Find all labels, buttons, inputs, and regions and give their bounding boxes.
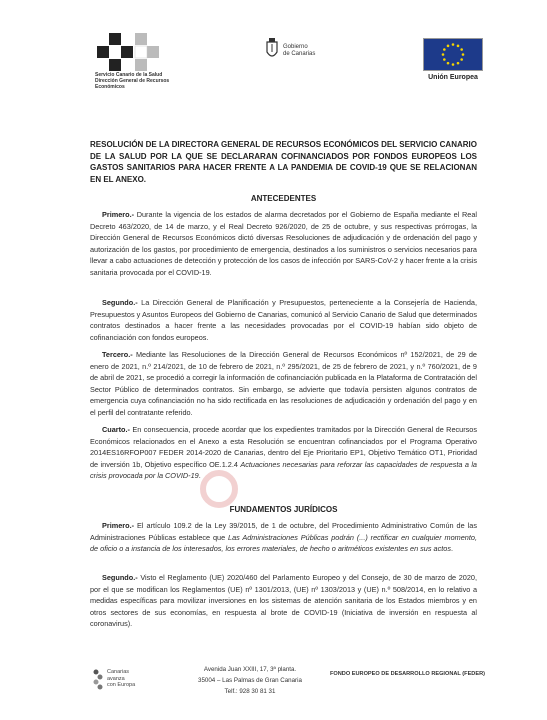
eu-star bbox=[447, 45, 450, 48]
eu-flag-icon bbox=[423, 38, 483, 71]
antecedente-primero bbox=[90, 209, 477, 279]
eu-star bbox=[460, 58, 463, 61]
antecedente-cuarto bbox=[90, 424, 477, 482]
coat-of-arms-icon bbox=[263, 38, 281, 62]
fundamento-segundo-label: Segundo.- bbox=[102, 573, 138, 582]
fundamento-primero-text: El artículo 109.2 de la Ley 39/2015, de 1 de octubre, del Procedimiento Administrativo Común de las Administraciones Públicas establece que bbox=[90, 521, 477, 542]
address-line-3: Telf.: 928 30 81 31 bbox=[224, 688, 276, 695]
eu-star bbox=[462, 53, 465, 56]
segundo-label: Segundo.- bbox=[102, 298, 138, 307]
antecedente-segundo bbox=[90, 297, 477, 343]
fundamento-primero-italic: Las Administraciones Públicas podrán (...) rectificar en cualquier momento, de oficio o a instancia de los interesados, los errores materiales, de hecho o aritméticos existentes en sus actos bbox=[90, 532, 477, 554]
scs-name bbox=[95, 72, 205, 90]
eu-star bbox=[457, 45, 460, 48]
eu-star bbox=[457, 62, 460, 65]
cuarto-end: . bbox=[198, 471, 201, 481]
tercero-label: Tercero.- bbox=[102, 350, 133, 359]
antecedente-tercero bbox=[90, 349, 477, 419]
eu-star bbox=[447, 62, 450, 65]
segundo-text: La Dirección General de Planificación y Presupuestos, perteneciente a la Consejería de Hacienda, Presupuestos y Asuntos Europeos del Gobierno de Canarias, comunicó al Servicio Canario de Salud que determinados contratos destinados a hacer frente a las necesidades provocadas por el COVID-19 habían sido objeto de cofinanciación con fondos europeos. bbox=[90, 298, 477, 342]
scs-line-2: Dirección General de Recursos bbox=[95, 78, 170, 84]
fundamento-primero bbox=[90, 520, 477, 555]
primero-text: Durante la vigencia de los estados de alarma decretados por el Gobierno de España mediante el Real Decreto 463/2020, de 14 de marzo, y el Real Decreto 926/2020, de 25 de octubre, y sus respectivas prórrogas, la Dirección General de Recursos Económicos dictó diversas Resoluciones de adjudicación y de ordenación del pago y autorización de los gastos, por procedimiento de emergencia, destinados a los suministros o servicios necesarios para llevar a cabo actuaciones de detección y protección de los casos de infección por SARS-CoV-2 y hacer frente a la crisis sanitaria provocada por el COVID-19. bbox=[90, 210, 477, 277]
tercero-text: Mediante las Resoluciones de la Dirección General de Recursos Económicos nº 152/2021, de 29 de enero de 2021, n.º 214/2021, de 10 de febrero de 2021, n.º 295/2021, de 25 de febrero de 2021, y n.º 760/2021, de 9 de abril de 2021, se procedió a corregir la información de cofinanciación publicada en la Plataforma de Contratación del Sector Público de determinados contratos. Sin embargo, se advierte que todavía persisten algunos contratos de emergencia cuya cofinanciación no ha sido rectificada en las resoluciones de adjudicación y ordenación del pago y en el perfil del contratante referido. bbox=[90, 350, 477, 417]
fundamento-segundo bbox=[90, 572, 477, 630]
eu-star bbox=[452, 63, 455, 66]
address-line-2: 35004 – Las Palmas de Gran Canaria bbox=[198, 677, 302, 684]
canarias-avanza-text bbox=[107, 669, 135, 689]
scs-line-1: Servicio Canario de la Salud bbox=[95, 72, 163, 78]
address-line-1: Avenida Juan XXIII, 17, 3ª planta. bbox=[203, 666, 297, 673]
antecedentes-heading: ANTECEDENTES bbox=[250, 194, 317, 203]
eu-star bbox=[452, 43, 455, 46]
footer-address bbox=[180, 664, 320, 697]
fundamento-primero-end: . bbox=[450, 544, 454, 554]
logo-line-2: avanza bbox=[107, 675, 125, 682]
eu-star bbox=[442, 53, 445, 56]
canarias-avanza-logo bbox=[91, 667, 105, 695]
scs-line-3: Económicos bbox=[95, 84, 125, 90]
watermark-stamp-icon bbox=[200, 470, 238, 508]
footer-feder: FONDO EUROPEO DE DESARROLLO REGIONAL (FEDER) bbox=[330, 671, 485, 677]
eu-star bbox=[443, 58, 446, 61]
logo-line-3: con Europa bbox=[107, 682, 136, 688]
cuarto-text: En consecuencia, procede acordar que los expedientes tramitados por la Dirección General de Recursos Económicos relacionados en el Anexo a esta Resolución se encuentran cofinanciados por el Programa Operativo 2014ES16RFOP007 FEDER 2014-2020 de Canarias, dentro del Eje Prioritario EP1, Objetivo Temático OT1, Prioridad de inversión 1b, Objetivo específico OE.1.2.4 bbox=[90, 425, 477, 469]
gobierno-line-1: Gobierno bbox=[283, 44, 308, 50]
gobierno-line-2: de Canarias bbox=[283, 51, 316, 57]
gobierno-canarias-name bbox=[283, 44, 315, 58]
primero-label: Primero.- bbox=[102, 210, 135, 219]
eu-star bbox=[460, 48, 463, 51]
fundamento-segundo-text: Visto el Reglamento (UE) 2020/460 del Parlamento Europeo y del Consejo, de 30 de marzo de 2020, por el que se modifican los Reglamentos (UE) nº 1301/2013, (UE) nº 1303/2013 y (UE) n.º 508/2014, en lo relativo a medidas específicas para movilizar inversiones en los sistemas de atención sanitaria de los Estados miembros y en otros sectores de sus economías, en respuesta al brote de COVID-19 (Iniciativa de inversión en respuesta al coronavirus). bbox=[90, 573, 477, 629]
cuarto-italic: Actuaciones necesarias para reforzar las capacidades de respuesta a la crisis provocada por la COVID-19 bbox=[90, 459, 477, 481]
logo-line-1: Canarias bbox=[107, 669, 130, 675]
scs-logo bbox=[95, 33, 165, 73]
cuarto-label: Cuarto.- bbox=[102, 425, 130, 434]
document-title: RESOLUCIÓN DE LA DIRECTORA GENERAL DE RECURSOS ECONÓMICOS DEL SERVICIO CANARIO DE LA SALUD POR LA QUE SE DECLARARAN COFINANCIADOS POR FONDOS EUROPEOS LOS GASTOS SANITARIOS PARA HACER FRENTE A LA PANDEMIA DE COVID-19 QUE SE RELACIONAN EN EL ANEXO. bbox=[90, 140, 477, 184]
eu-label: Unión Europea bbox=[428, 74, 478, 81]
fundamento-primero-label: Primero.- bbox=[102, 521, 135, 530]
fundamentos-heading: FUNDAMENTOS JURÍDICOS bbox=[229, 505, 338, 514]
eu-star bbox=[443, 48, 446, 51]
eu-stars-icon bbox=[424, 39, 482, 70]
